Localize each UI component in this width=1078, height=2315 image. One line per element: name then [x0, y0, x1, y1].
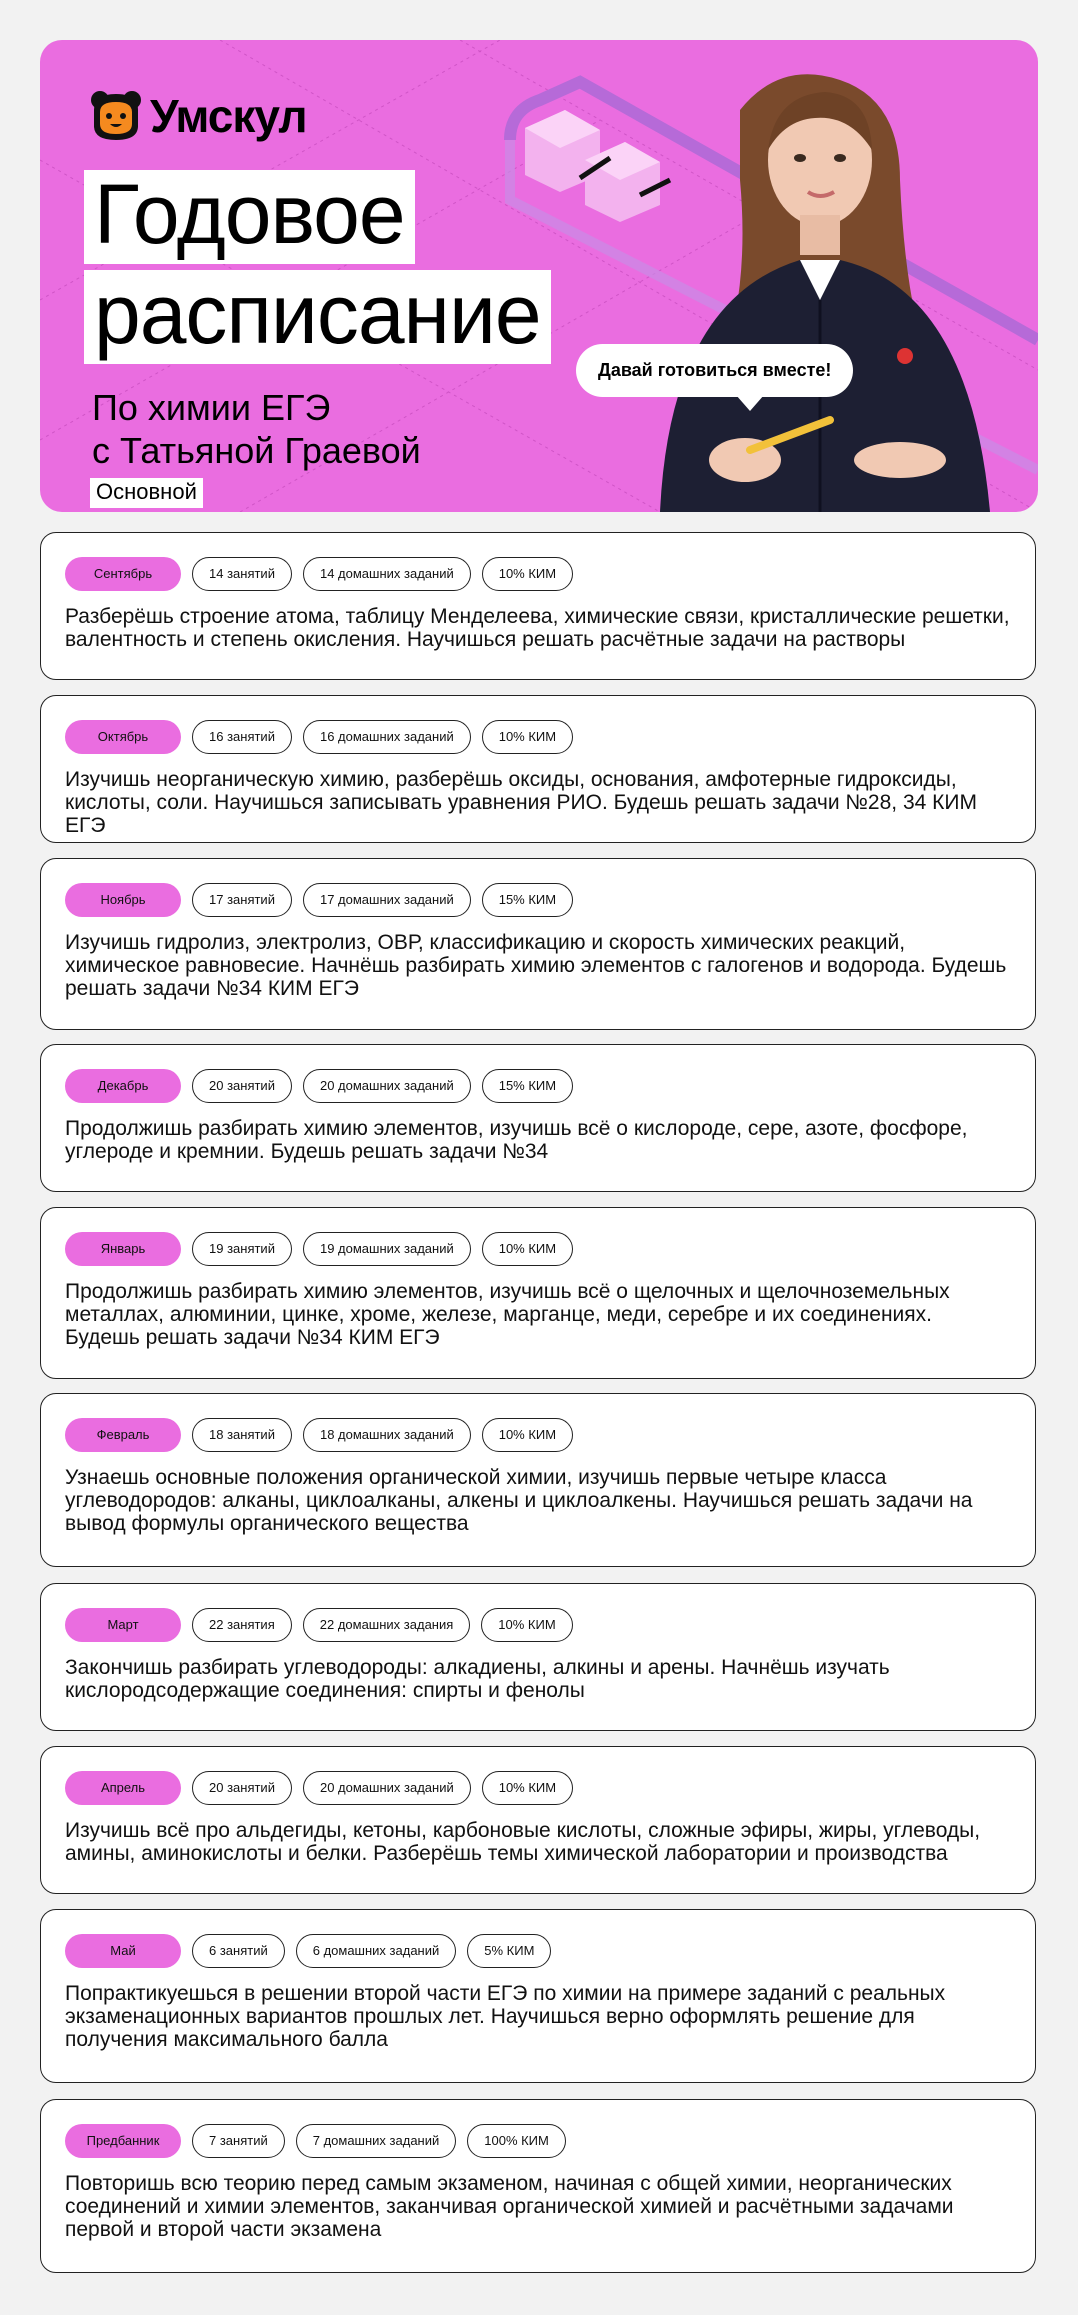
month-card: [40, 695, 1036, 843]
kim-percent-badge: 10% КИМ: [482, 1418, 573, 1452]
lessons-count-badge: 16 занятий: [192, 720, 292, 754]
month-chips: [65, 1232, 573, 1266]
level-badge: Основной: [90, 478, 203, 508]
homework-count-badge: 16 домашних заданий: [303, 720, 471, 754]
lessons-count-badge: 19 занятий: [192, 1232, 292, 1266]
homework-count-badge: 7 домашних заданий: [296, 2124, 457, 2158]
month-badge: Январь: [65, 1232, 181, 1266]
month-card: [40, 1044, 1036, 1192]
month-badge: Октябрь: [65, 720, 181, 754]
title-line-2: расписание: [84, 270, 551, 364]
kim-percent-badge: 10% КИМ: [482, 557, 573, 591]
course-subtitle: [92, 386, 421, 472]
header-banner: [40, 40, 1038, 512]
month-chips: [65, 2124, 566, 2158]
lessons-count-badge: 20 занятий: [192, 1069, 292, 1103]
lessons-count-badge: 20 занятий: [192, 1771, 292, 1805]
month-card: [40, 1393, 1036, 1567]
month-description: Повторишь всю теорию перед самым экзаменом, начиная с общей химии, неорганических соединений и химии элементов, заканчивая органической химией и расчётными задачами первой и второй части экзамена: [65, 2172, 954, 2241]
month-description: Узнаешь основные положения органической химии, изучишь первые четыре класса углеводородов: алканы, циклоалканы, алкены и циклоалкены. Научишься решать задачи на вывод формулы органического вещества: [65, 1466, 973, 1535]
month-card: [40, 2099, 1036, 2273]
month-description: Продолжишь разбирать химию элементов, изучишь всё о щелочных и щелочноземельных металлах, алюминии, цинке, хроме, железе, марганце, меди, серебре и их соединениях. Будешь решать задачи №34 КИМ ЕГЭ: [65, 1280, 950, 1349]
homework-count-badge: 20 домашних заданий: [303, 1771, 471, 1805]
month-description: Попрактикуешься в решении второй части ЕГЭ по химии на примере заданий с реальных экзаменационных вариантов прошлых лет. Научишься верно оформлять решение для получения максимального балла: [65, 1982, 946, 2051]
teacher-photo: [600, 40, 1038, 512]
lessons-count-badge: 18 занятий: [192, 1418, 292, 1452]
lessons-count-badge: 14 занятий: [192, 557, 292, 591]
month-badge: Ноябрь: [65, 883, 181, 917]
homework-count-badge: 14 домашних заданий: [303, 557, 471, 591]
kim-percent-badge: 5% КИМ: [467, 1934, 551, 1968]
month-badge: Апрель: [65, 1771, 181, 1805]
page-title: [84, 167, 551, 364]
month-chips: [65, 1608, 573, 1642]
month-description: Разберёшь строение атома, таблицу Менделеева, химические связи, кристаллические решетки, валентность и степень окисления. Научишься решать расчётные задачи на растворы: [65, 605, 1010, 651]
month-chips: [65, 720, 573, 754]
month-description: Изучишь неорганическую химию, разберёшь оксиды, основания, амфотерные гидроксиды, кислоты, соли. Научишься записывать уравнения РИО. Будешь решать задачи №28, 34 КИМ ЕГЭ: [65, 768, 977, 837]
lessons-count-badge: 7 занятий: [192, 2124, 285, 2158]
month-chips: [65, 1418, 573, 1452]
subtitle-line-2: с Татьяной Граевой: [92, 430, 421, 471]
brand-name: Умскул: [150, 90, 307, 142]
homework-count-badge: 19 домашних заданий: [303, 1232, 471, 1266]
month-badge: Февраль: [65, 1418, 181, 1452]
homework-count-badge: 20 домашних заданий: [303, 1069, 471, 1103]
month-card: [40, 1207, 1036, 1379]
kim-percent-badge: 10% КИМ: [482, 1771, 573, 1805]
month-card: [40, 858, 1036, 1030]
month-card: [40, 1583, 1036, 1731]
month-description: Изучишь всё про альдегиды, кетоны, карбоновые кислоты, сложные эфиры, жиры, углеводы, амины, аминокислоты и белки. Разберёшь темы химической лаборатории и производства: [65, 1819, 981, 1865]
kim-percent-badge: 100% КИМ: [467, 2124, 566, 2158]
month-badge: Декабрь: [65, 1069, 181, 1103]
kim-percent-badge: 10% КИМ: [482, 1232, 573, 1266]
brand-logo[interactable]: [88, 88, 307, 144]
lessons-count-badge: 6 занятий: [192, 1934, 285, 1968]
month-card: [40, 1746, 1036, 1894]
bear-logo-icon: [88, 88, 144, 144]
kim-percent-badge: 15% КИМ: [482, 1069, 573, 1103]
month-chips: [65, 1771, 573, 1805]
homework-count-badge: 18 домашних заданий: [303, 1418, 471, 1452]
month-chips: [65, 557, 573, 591]
homework-count-badge: 17 домашних заданий: [303, 883, 471, 917]
kim-percent-badge: 10% КИМ: [481, 1608, 572, 1642]
kim-percent-badge: 15% КИМ: [482, 883, 573, 917]
title-line-1: Годовое: [84, 170, 415, 264]
month-card: [40, 532, 1036, 680]
month-description: Продолжишь разбирать химию элементов, изучишь всё о кислороде, сере, азоте, фосфоре, углероде и кремнии. Будешь решать задачи №34: [65, 1117, 968, 1163]
month-badge: Март: [65, 1608, 181, 1642]
month-description: Закончишь разбирать углеводороды: алкадиены, алкины и арены. Начнёшь изучать кислородсодержащие соединения: спирты и фенолы: [65, 1656, 890, 1702]
lessons-count-badge: 22 занятия: [192, 1608, 292, 1642]
homework-count-badge: 22 домашних задания: [303, 1608, 471, 1642]
month-badge: Май: [65, 1934, 181, 1968]
month-chips: [65, 1069, 573, 1103]
lessons-count-badge: 17 занятий: [192, 883, 292, 917]
speech-bubble: Давай готовиться вместе!: [576, 344, 853, 397]
subtitle-line-1: По химии ЕГЭ: [92, 387, 331, 428]
month-chips: [65, 1934, 551, 1968]
month-badge: Сентябрь: [65, 557, 181, 591]
kim-percent-badge: 10% КИМ: [482, 720, 573, 754]
homework-count-badge: 6 домашних заданий: [296, 1934, 457, 1968]
month-description: Изучишь гидролиз, электролиз, ОВР, классификацию и скорость химических реакций, химическое равновесие. Начнёшь разбирать химию элементов с галогенов и водорода. Будешь решать задачи №34 КИМ ЕГЭ: [65, 931, 1007, 1000]
month-badge: Предбанник: [65, 2124, 181, 2158]
month-card: [40, 1909, 1036, 2083]
month-chips: [65, 883, 573, 917]
